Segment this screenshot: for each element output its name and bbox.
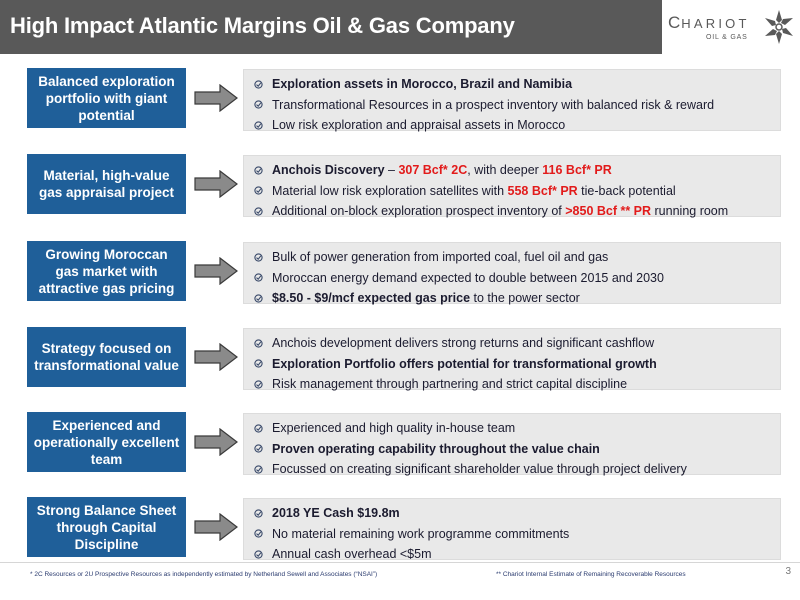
bullet-text-part: – [384,163,399,177]
bullet-item [254,181,770,202]
section-label-text: Balanced exploration portfolio with giant potential [38,73,175,123]
bullet-icon [254,80,263,89]
section-label [27,68,186,128]
section-bullets [243,413,781,475]
section-label [27,327,186,387]
highlight-figure: 116 Bcf* PR [542,163,612,177]
bullet-text [272,74,572,95]
bullet-icon [254,550,263,559]
bullet-text [272,503,400,524]
logo-wordmark-rest: HARIOT [681,16,750,31]
bullet-text-part: No material remaining work programme commitments [272,526,570,541]
section-label [27,497,186,557]
bullet-text-part: Material low risk exploration satellites with [272,183,508,198]
bullet-item [254,74,770,95]
chariot-star-icon [762,8,796,46]
bullet-text [272,333,654,354]
section-bullets [243,242,781,304]
bullet-text-part: Focussed on creating significant shareholder value through project delivery [272,462,687,476]
bullet-icon [254,359,263,368]
bullet-icon [254,166,263,175]
bullet-item [254,524,770,545]
bullet-text-part: Moroccan energy demand expected to double between 2015 and 2030 [272,270,664,285]
section-label [27,154,186,214]
bullet-text [272,524,569,545]
bullet-item [254,418,770,439]
bullet-text-part: Exploration Portfolio offers potential for transformational growth [272,356,657,371]
bullet-icon [254,465,263,474]
section-label-text: Strategy focused on transformational value [34,341,179,373]
logo-subtitle: OIL & GAS [706,34,748,41]
bullet-text [272,115,565,136]
arrow-right-icon [194,84,238,112]
arrow-right-icon [194,170,238,198]
page-number: 3 [785,566,791,577]
bullet-text-part: Bulk of power generation from imported coal, fuel oil and gas [272,250,609,264]
bullet-item [254,354,770,375]
bullet-text-part: Experienced and high quality in-house team [272,421,516,435]
section-label [27,241,186,301]
bullet-icon [254,294,263,303]
footnote-internal-estimate: ** Chariot Internal Estimate of Remaining Recoverable Resources [496,571,686,578]
bullet-icon [254,339,263,348]
bullet-icon [254,253,263,262]
section-label-text: Experienced and operationally excellent team [33,417,180,467]
bullet-icon [254,444,263,453]
bullet-text-part: Risk management through partnering and strict capital discipline [272,377,628,391]
section-label [27,412,186,472]
bullet-text [272,354,657,375]
bullet-text-part: tie-back potential [577,183,676,198]
bullet-icon [254,100,263,109]
bullet-text [272,201,728,222]
bullet-item [254,459,770,480]
arrow-right-icon [194,343,238,371]
arrow-right-icon [194,513,238,541]
arrow-right-icon [194,428,238,456]
highlight-figure: 307 Bcf* 2C [398,163,468,177]
section-label-text: Growing Moroccan gas market with attractive gas pricing [38,246,175,296]
bullet-item [254,201,770,222]
section-bullets [243,328,781,390]
bullet-icon [254,529,263,538]
bullet-item [254,288,770,309]
bullet-text [272,247,608,268]
bullet-icon [254,121,263,130]
bullet-text-part: Additional on-block exploration prospect inventory of [272,204,566,218]
bullet-text-part: 2018 YE Cash $19.8m [272,506,400,520]
bullet-icon [254,186,263,195]
section-bullets [243,498,781,560]
bullet-text-part: Annual cash overhead <$5m [272,547,432,561]
bullet-item [254,503,770,524]
header-bar [0,0,800,54]
bullet-text-part: , with deeper [467,163,543,177]
footnote-resources: * 2C Resources or 2U Prospective Resources as independently estimated by Netherland Sewell and Associates (“NSAI”) [30,571,378,578]
bullet-text [272,181,676,202]
bullet-text-part: Exploration assets in Morocco, Brazil and Namibia [272,77,573,91]
bullet-text-part: Proven operating capability throughout the value chain [272,441,600,456]
bullet-text [272,95,714,116]
section-label-text: Material, high-value gas appraisal project [38,168,175,200]
bullet-text-part: $8.50 - $9/mcf expected gas price [272,291,471,305]
bullet-item [254,115,770,136]
bullet-item [254,439,770,460]
bullet-text-part: Anchois development delivers strong returns and significant cashflow [272,336,655,350]
bullet-text [272,459,687,480]
section-label-text: Strong Balance Sheet through Capital Discipline [36,502,177,552]
section-bullets [243,69,781,131]
bullet-icon [254,424,263,433]
logo-wordmark-cap: C [668,13,682,32]
bullet-text-part: Low risk exploration and appraisal assets in Morocco [272,118,566,132]
bullet-item [254,95,770,116]
bullet-text [272,439,600,460]
highlight-figure: >850 Bcf ** PR [565,204,652,218]
bullet-text-part: running room [651,204,729,218]
bullet-icon [254,380,263,389]
logo-wordmark [668,13,750,33]
company-logo [662,0,800,54]
bullet-icon [254,273,263,282]
bullet-text-part: Anchois Discovery [272,163,385,177]
bullet-icon [254,207,263,216]
highlight-figure: 558 Bcf* PR [507,183,578,198]
bullet-text [272,288,580,309]
arrow-right-icon [194,257,238,285]
bullet-text [272,268,664,289]
bullet-icon [254,509,263,518]
bullet-item [254,247,770,268]
bullet-item [254,374,770,395]
bullet-text [272,160,612,181]
section-bullets [243,155,781,217]
bullet-item [254,160,770,181]
bullet-text [272,418,515,439]
bullet-text-part: Transformational Resources in a prospect inventory with balanced risk & reward [272,97,715,112]
bullet-item [254,268,770,289]
bullet-item [254,333,770,354]
page-title: High Impact Atlantic Margins Oil & Gas Company [10,13,515,38]
bullet-text-part: to the power sector [470,291,580,305]
bullet-text [272,374,627,395]
footer-divider [0,562,800,563]
